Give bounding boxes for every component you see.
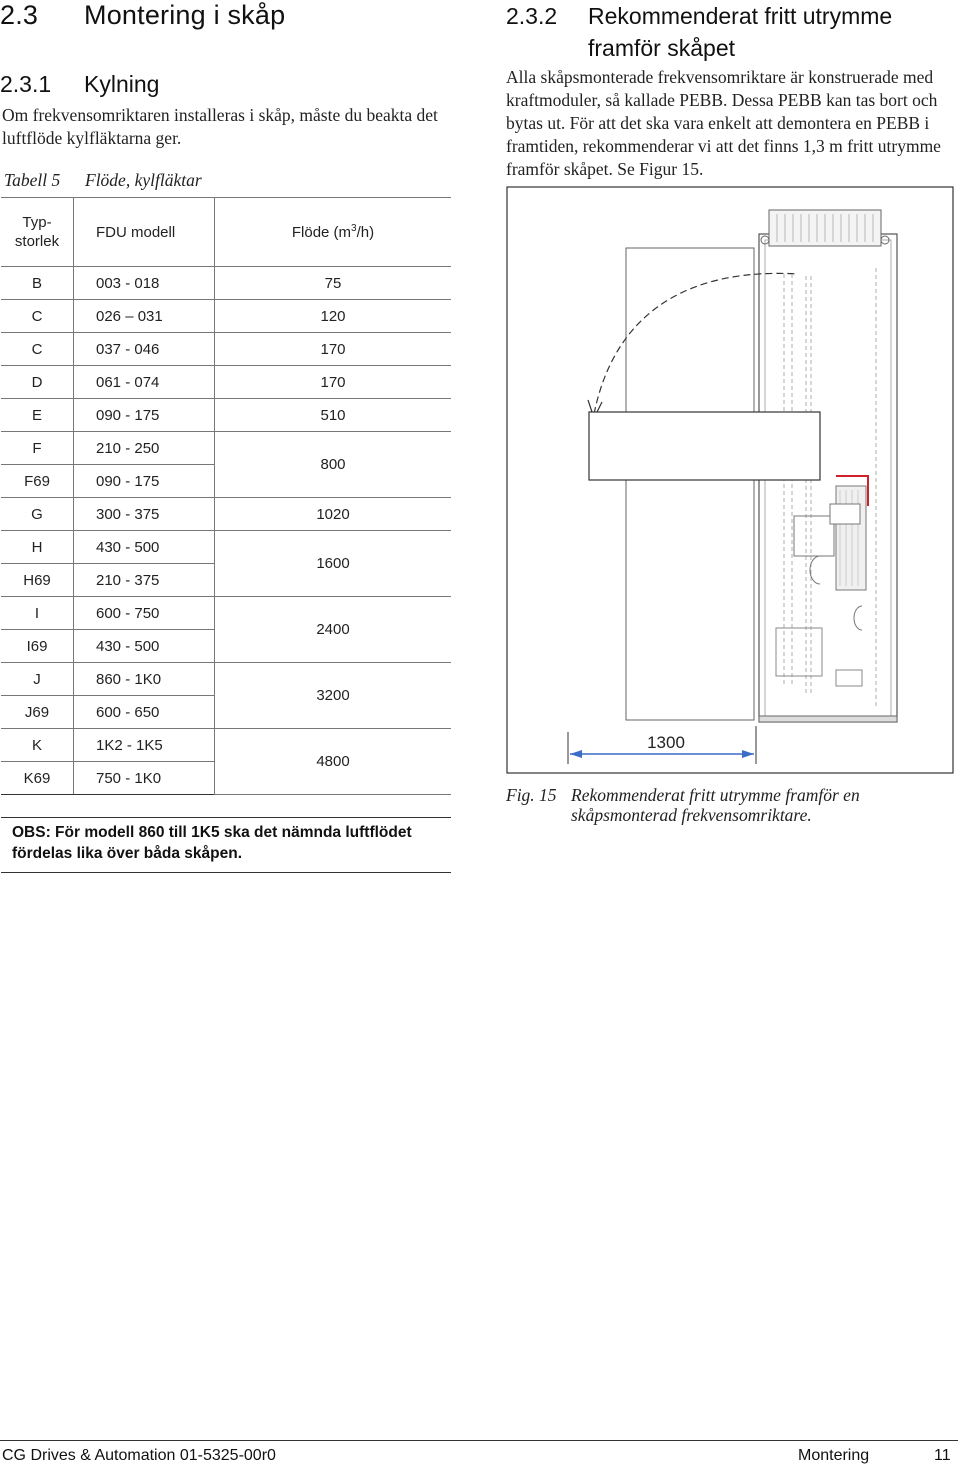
cell-flow: 3200 (215, 663, 452, 729)
cell-size: H69 (1, 564, 74, 597)
cell-flow: 510 (215, 399, 452, 432)
cell-size: F (1, 432, 74, 465)
cell-model: 210 - 375 (74, 564, 215, 597)
cabinet-plinth (759, 716, 897, 722)
note-obs: OBS: För modell 860 till 1K5 ska det nämnda luftflödet fördelas lika över båda skåpen. (12, 824, 412, 862)
cell-flow: 1020 (215, 498, 452, 531)
section-heading (0, 0, 285, 31)
table-row (1, 366, 451, 399)
cell-model: 300 - 375 (74, 498, 215, 531)
cell-size: E (1, 399, 74, 432)
airflow-table (1, 197, 451, 795)
cell-model: 090 - 175 (74, 465, 215, 498)
cell-flow: 120 (215, 300, 452, 333)
subsection-number-2: 2.3.2 (506, 3, 558, 29)
cell-model: 090 - 175 (74, 399, 215, 432)
cell-size: C (1, 333, 74, 366)
heatsink (836, 486, 866, 590)
table-caption-title: Flöde, kylfläktar (85, 170, 202, 190)
dimension-label: 1300 (647, 733, 685, 752)
figure-15-cabinet-drawing (506, 186, 954, 774)
subsection-heading-kylning (0, 68, 159, 100)
figure-caption-label: Fig. 15 (506, 785, 557, 805)
cell-model: 750 - 1K0 (74, 762, 215, 795)
footer-page-number: 11 (934, 1447, 951, 1464)
cell-model: 061 - 074 (74, 366, 215, 399)
door-swing-arc (594, 273, 798, 414)
cell-size: J (1, 663, 74, 696)
cell-size: K (1, 729, 74, 762)
cell-size: F69 (1, 465, 74, 498)
cell-model: 026 – 031 (74, 300, 215, 333)
cell-size: K69 (1, 762, 74, 795)
body-paragraph: Alla skåpsmonterade frekvensomriktare är konstruerade med kraftmoduler, så kallade PEBB. Dessa PEBB kan tas bort och bytas ut. För att det ska vara enkelt att demontera en PEBB i framtiden, rekommenderar vi att det finns 1,3 m fritt utrymme framför skåpet. Se Figur 15. (506, 67, 941, 179)
cell-model: 600 - 750 (74, 597, 215, 630)
pebb-module (589, 412, 820, 480)
terminal-block (836, 670, 862, 686)
table-row (1, 729, 451, 762)
open-door (626, 248, 754, 720)
cell-size: C (1, 300, 74, 333)
subsection-title: Kylning (84, 71, 160, 97)
cell-model: 430 - 500 (74, 531, 215, 564)
cell-flow: 170 (215, 333, 452, 366)
cell-model: 003 - 018 (74, 267, 215, 300)
table-row (1, 663, 451, 696)
table-row (1, 333, 451, 366)
header-flow: Flöde $(m^3/h)$ (215, 198, 452, 267)
table-row (1, 300, 451, 333)
cell-flow: 4800 (215, 729, 452, 795)
cell-size: H (1, 531, 74, 564)
cell-size: I (1, 597, 74, 630)
table-header-row (1, 198, 451, 267)
cell-model: 1K2 - 1K5 (74, 729, 215, 762)
table-caption-label: Tabell 5 (4, 170, 61, 190)
cell-model: 860 - 1K0 (74, 663, 215, 696)
cell-size: D (1, 366, 74, 399)
cell-model: 210 - 250 (74, 432, 215, 465)
cell-flow: 170 (215, 366, 452, 399)
header-size-line1: Typ- (22, 214, 52, 231)
cell-size: G (1, 498, 74, 531)
footer-company: CG Drives & Automation 01-5325-00r0 (2, 1447, 276, 1464)
table-row (1, 432, 451, 465)
footer-rule (0, 1440, 958, 1441)
table-row (1, 531, 451, 564)
cell-size: J69 (1, 696, 74, 729)
cell-flow: 800 (215, 432, 452, 498)
footer-section: Montering (798, 1447, 870, 1464)
section-number: 2.3 (0, 0, 39, 30)
table-row (1, 498, 451, 531)
subsection-title-line1: Rekommenderat fritt utrymme (588, 3, 893, 29)
cell-size: B (1, 267, 74, 300)
section-title: Montering i skåp (84, 0, 286, 30)
subsection-title-line2: framför skåpet (588, 35, 735, 61)
cell-model: 037 - 046 (74, 333, 215, 366)
header-size (1, 198, 74, 267)
cell-flow: 1600 (215, 531, 452, 597)
subsection-heading-utrymme (506, 0, 892, 64)
table-row (1, 399, 451, 432)
cell-model: 600 - 650 (74, 696, 215, 729)
intro-paragraph: Om frekvensomriktaren installeras i skåp, måste du beakta det luftflöde kylfläktarna ger. (2, 105, 438, 148)
control-box (794, 516, 834, 556)
dimension-arrow-right (742, 750, 754, 758)
header-model: FDU modell (74, 198, 215, 267)
lower-box (776, 628, 822, 676)
cell-model: 430 - 500 (74, 630, 215, 663)
cap-right (854, 606, 862, 630)
cell-flow: 75 (215, 267, 452, 300)
dimension-arrow-left (570, 750, 582, 758)
table-row (1, 597, 451, 630)
cell-flow: 2400 (215, 597, 452, 663)
cell-size: I69 (1, 630, 74, 663)
note-top-rule (1, 817, 451, 818)
note-bottom-rule (1, 872, 451, 873)
cap-left (810, 556, 820, 584)
subsection-number: 2.3.1 (0, 71, 52, 97)
module-label-plate (830, 504, 860, 524)
header-size-line2: storlek (14, 233, 60, 250)
table-row (1, 267, 451, 300)
figure-caption-text: Rekommenderat fritt utrymme framför en skåpsmonterad frekvensomriktare. (571, 785, 860, 825)
